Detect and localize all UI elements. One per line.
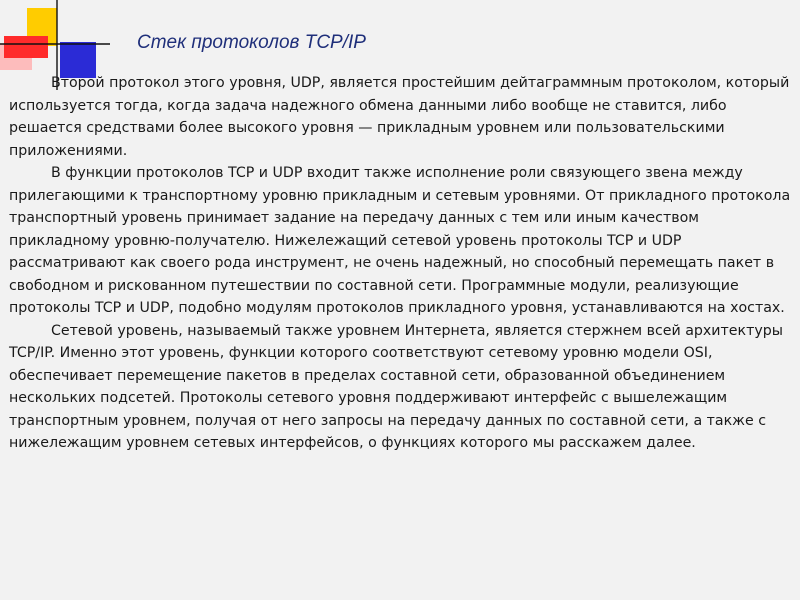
paragraph: В функции протоколов TCP и UDP входит также исполнение роли связующего звена между прилегающими к транспортному уровню прикладным и сетевым уровнями. От прикладного протокола транспортный уровень принимает задание на передачу данных с тем или иным качеством прикладному уровню-получателю. Нижележащий сетевой уровень протоколы TCP и UDP рассматривают как своего рода инструмент, не очень надежный, но способный перемещать пакет в свободном и рискованном путешествии по составной сети. Программные модули, реализующие протоколы TCP и UDP, подобно модулям протоколов прикладного уровня, устанавливаются на хостах. bbox=[9, 165, 791, 316]
slide-title: Стек протоколов TCP/IP bbox=[137, 32, 366, 53]
slide-body bbox=[9, 72, 793, 455]
paragraph: Второй протокол этого уровня, UDP, является простейшим дейтаграммным протоколом, который используется тогда, когда задача надежного обмена данными либо вообще не ставится, либо решается средствами более высокого уровня — прикладным уровнем или пользовательскими приложениями. bbox=[9, 75, 790, 159]
paragraph: Сетевой уровень, называемый также уровнем Интернета, является стержнем всей архитектуры TCP/IP. Именно этот уровень, функции которого соответствуют сетевому уровню модели OSI, обеспечивает перемещение пакетов в пределах составной сети, образованной объединением нескольких подсетей. Протоколы сетевого уровня поддерживают интерфейс с вышележащим транспортным уровнем, получая от него запросы на передачу данных по составной сети, а также с нижележащим уровнем сетевых интерфейсов, о функциях которого мы расскажем далее. bbox=[9, 322, 783, 451]
red-square bbox=[4, 36, 48, 58]
